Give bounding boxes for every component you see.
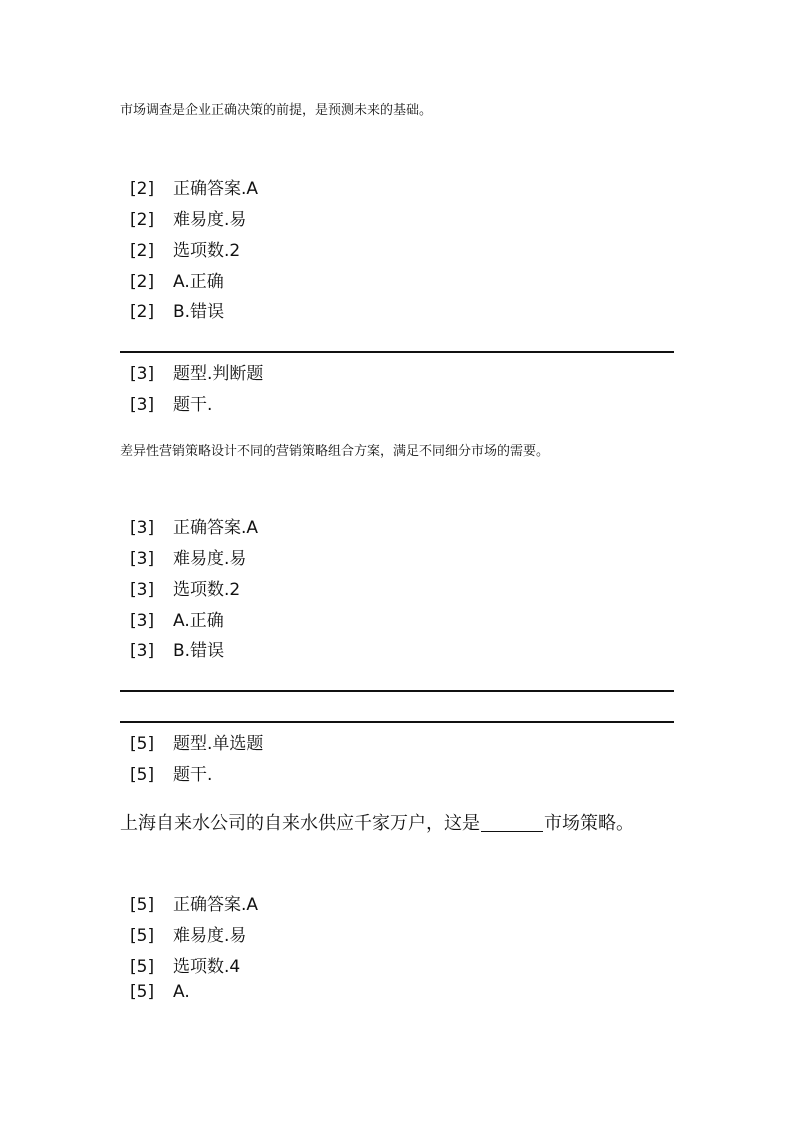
fill-in-blank: [481, 813, 543, 832]
q3-option-b-line: [3] B.错误: [130, 641, 225, 661]
q2-option-count-line: [2] 选项数.2: [130, 241, 241, 261]
q3-answer-line: [3] 正确答案.A: [130, 518, 259, 538]
q5-difficulty-line: [5] 难易度.易: [130, 926, 247, 946]
q2-option-a-line: [2] A.正确: [130, 272, 224, 292]
q2-option-b-line: [2] B.错误: [130, 302, 225, 322]
q5-type-line: [5] 题型.单选题: [130, 734, 264, 754]
q5-option-a-line: [5] A.: [130, 982, 190, 1002]
q2-stem: 市场调查是企业正确决策的前提，是预测未来的基础。: [120, 103, 433, 118]
q3-stem-label-line: [3] 题干.: [130, 395, 213, 415]
section-divider: [120, 721, 674, 723]
section-divider: [120, 351, 674, 353]
q5-option-count-line: [5] 选项数.4: [130, 957, 241, 977]
q5-stem-label-line: [5] 题干.: [130, 765, 213, 785]
q2-difficulty-line: [2] 难易度.易: [130, 210, 247, 230]
q5-stem: 上海自来水公司的自来水供应千家万户，这是 市场策略。: [120, 813, 634, 834]
q3-option-a-line: [3] A.正确: [130, 611, 224, 631]
section-divider: [120, 690, 674, 692]
q3-option-count-line: [3] 选项数.2: [130, 580, 241, 600]
q2-answer-line: [2] 正确答案.A: [130, 179, 259, 199]
q5-answer-line: [5] 正确答案.A: [130, 895, 259, 915]
q3-difficulty-line: [3] 难易度.易: [130, 549, 247, 569]
q3-type-line: [3] 题型.判断题: [130, 364, 264, 384]
q3-stem: 差异性营销策略设计不同的营销策略组合方案，满足不同细分市场的需要。: [120, 444, 550, 459]
